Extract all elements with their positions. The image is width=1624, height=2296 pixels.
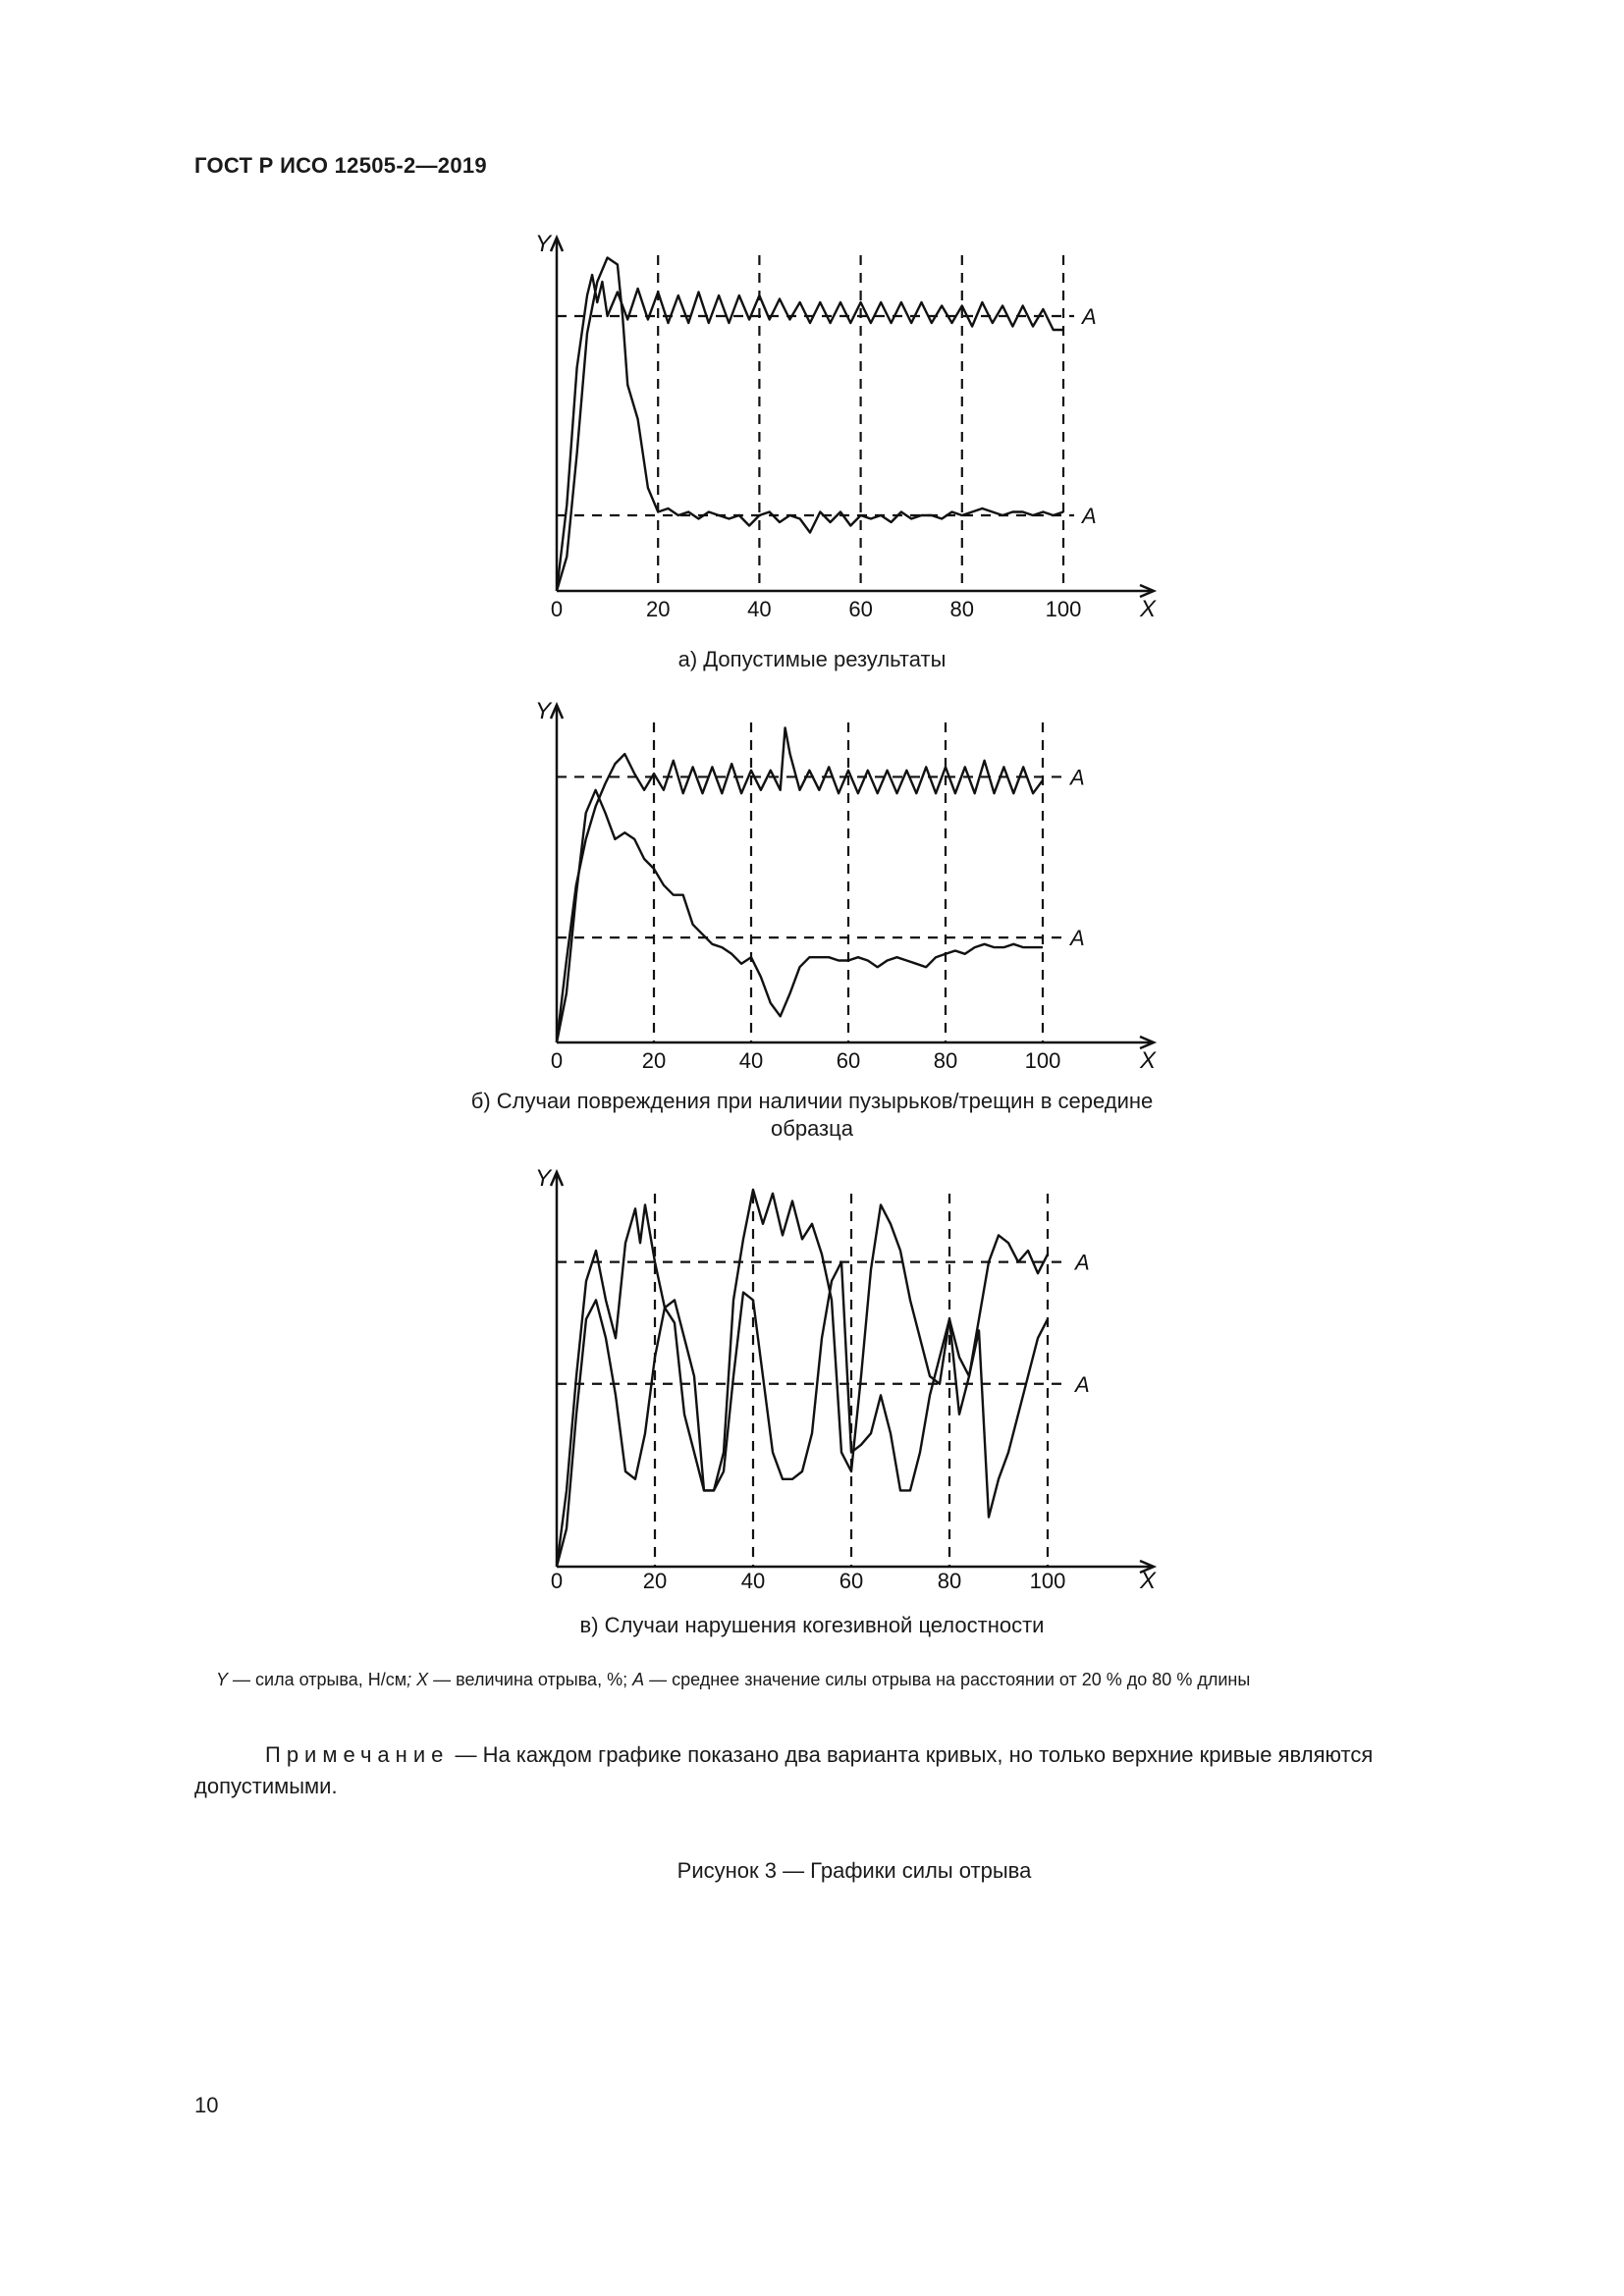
x-axis-label: X [1140,1568,1157,1588]
legend-y-symbol: Y [216,1670,229,1689]
x-tick-label: 60 [839,1569,864,1588]
x-tick-label: 80 [937,1569,962,1588]
reference-label-a: A [1082,504,1097,528]
chart-a [0,226,1624,628]
x-tick-label: 100 [1029,1569,1066,1588]
y-axis-label: Y [535,698,552,724]
x-tick-label: 100 [1024,1048,1061,1073]
upper-curve [557,1190,1048,1567]
legend-y-text: — сила отрыва, Н/см [228,1670,407,1689]
chart-b-svg [0,679,1624,1082]
legend-a-symbol: A [632,1670,645,1689]
note-text: — На каждом графике показано два варианта кривых, но только верхние кривые являются допустимыми. [194,1742,1374,1798]
chart-c-svg [0,1156,1624,1588]
x-tick-label: 20 [645,597,671,621]
figure-title: Рисунок 3 — Графики силы отрыва [677,1858,1032,1883]
x-tick-label: 60 [848,597,873,621]
x-tick-label: 40 [747,597,772,621]
x-tick-label: 100 [1045,597,1082,621]
y-axis-label: Y [535,231,552,257]
reference-label-a: A [1082,304,1097,329]
x-tick-label: 0 [550,597,564,621]
x-tick-label: 20 [641,1048,667,1073]
x-tick-label: 40 [738,1048,764,1073]
note-label: Примечание [265,1742,450,1767]
chart-a-svg [0,226,1624,628]
note [194,1739,1516,1802]
upper-curve [557,727,1043,1042]
reference-label-a: A [1070,926,1085,951]
upper-curve [557,275,1063,591]
x-axis-label: X [1140,1047,1157,1074]
chart-b [0,679,1624,1082]
x-tick-label: 80 [949,597,975,621]
page-number: 10 [194,2093,219,2117]
lower-curve [557,1262,1048,1567]
lower-curve [557,790,1043,1042]
x-tick-label: 80 [933,1048,958,1073]
legend-a-text: — среднее значение силы отрыва на расстоянии от 20 % до 80 % длины [644,1670,1251,1689]
caption-b-line2: образца [771,1116,853,1141]
x-tick-label: 0 [550,1048,564,1073]
legend-x-symbol: ; X [406,1670,429,1689]
caption-a: а) Допустимые результаты [677,647,947,671]
caption-b-line1: б) Случаи повреждения при наличии пузырьков/трещин в середине [470,1089,1154,1113]
reference-label-a: A [1070,765,1085,790]
reference-label-a: A [1075,1371,1090,1397]
legend-x-text: — величина отрыва, %; [428,1670,633,1689]
caption-c: в) Случаи нарушения когезивной целостности [579,1613,1045,1637]
x-axis-label: X [1140,596,1157,622]
legend [216,1670,1250,1690]
x-tick-label: 40 [740,1569,766,1588]
reference-label-a: A [1075,1250,1090,1275]
x-tick-label: 0 [550,1569,564,1588]
chart-c [0,1156,1624,1588]
x-tick-label: 60 [836,1048,861,1073]
x-tick-label: 20 [642,1569,668,1588]
document-header: ГОСТ Р ИСО 12505-2—2019 [194,153,487,178]
y-axis-label: Y [535,1165,552,1192]
